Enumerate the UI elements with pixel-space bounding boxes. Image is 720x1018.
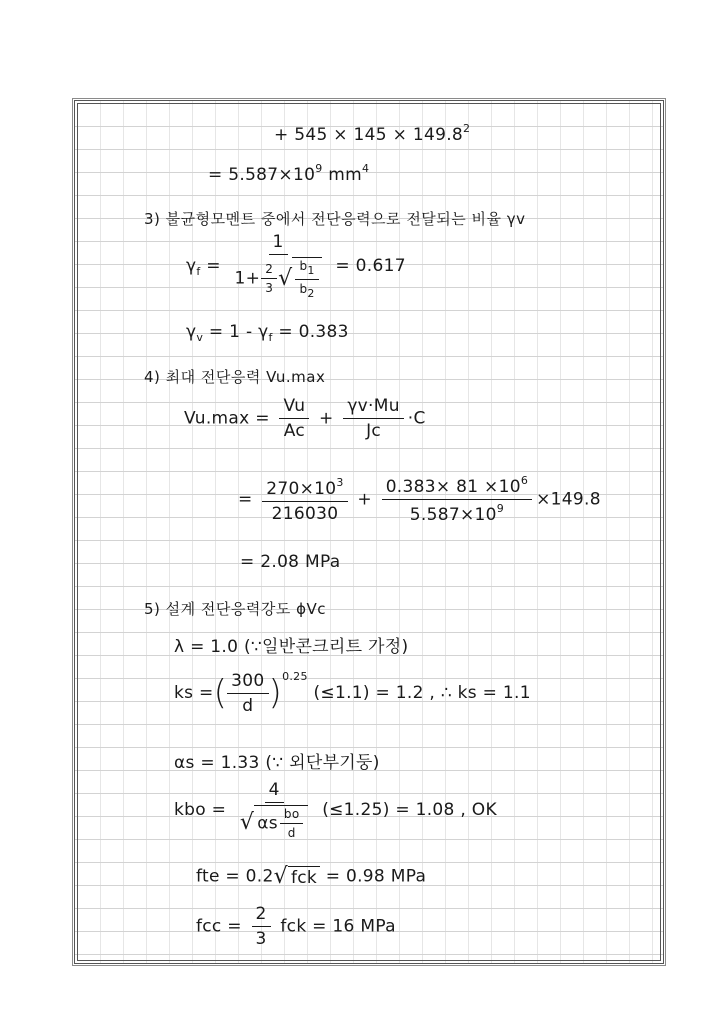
grid-notebook-page xyxy=(74,100,664,964)
vu-max-substitution: = $\frac{270\times 10^3}{216030}$ + $\frac{0.383\times 81 \times 10^6}{5.587\times 10^9}$ ×149.8 xyxy=(238,474,601,525)
vu-max-formula: Vu.max = $\frac{Vu}{Ac}$ + $\frac{\gamma v\cdot Mu}{Jc}$ ·C xyxy=(184,396,426,441)
gamma-f-formula: $\gamma_f$ = 1 1+ $\frac{2}{3}$ √ $\frac{b1}{b2}$ = 0.617 xyxy=(186,232,406,300)
section-3-heading: 3) 불균형모멘트 중에서 전단응력으로 전달되는 비율 γv xyxy=(144,210,526,228)
fcc-formula: fcc = $\frac{2}{3}$ fck = 16 MPa xyxy=(196,904,396,949)
gamma-f-fraction: 1 1+ $\frac{2}{3}$ √ $\frac{b1}{b2}$ xyxy=(231,232,326,300)
gamma-v-formula: $\gamma_v = 1 - \gamma_f = 0.383$ xyxy=(186,322,349,344)
section-5-heading: 5) 설계 전단응력강도 ϕVc xyxy=(144,600,327,618)
ks-formula: ks =( $\frac{300}{d}$ )$^{0.25}$ (≤1.1) = 1.2 , ∴ ks = 1.1 xyxy=(174,670,531,716)
fte-formula: fte = 0.2√ fck = 0.98 MPa xyxy=(196,864,427,889)
section-4-heading: 4) 최대 전단응력 Vu.max xyxy=(144,368,326,386)
vu-max-result: = 2.08 MPa xyxy=(240,552,341,572)
moment-of-inertia-term: + $545 \times 145 \times 149.8^2$ xyxy=(274,122,471,145)
alpha-s-line: αs = 1.33 (∵ 외단부기둥) xyxy=(174,753,380,773)
lambda-line: λ = 1.0 (∵일반콘크리트 가정) xyxy=(174,637,409,657)
moment-of-inertia-result: = $5.587\times 10^9$ $mm^4$ xyxy=(208,162,370,185)
kbo-formula: kbo = 4 √ αs $\frac{bo}{d}$ (≤1.25) = 1.08 , OK xyxy=(174,780,497,840)
